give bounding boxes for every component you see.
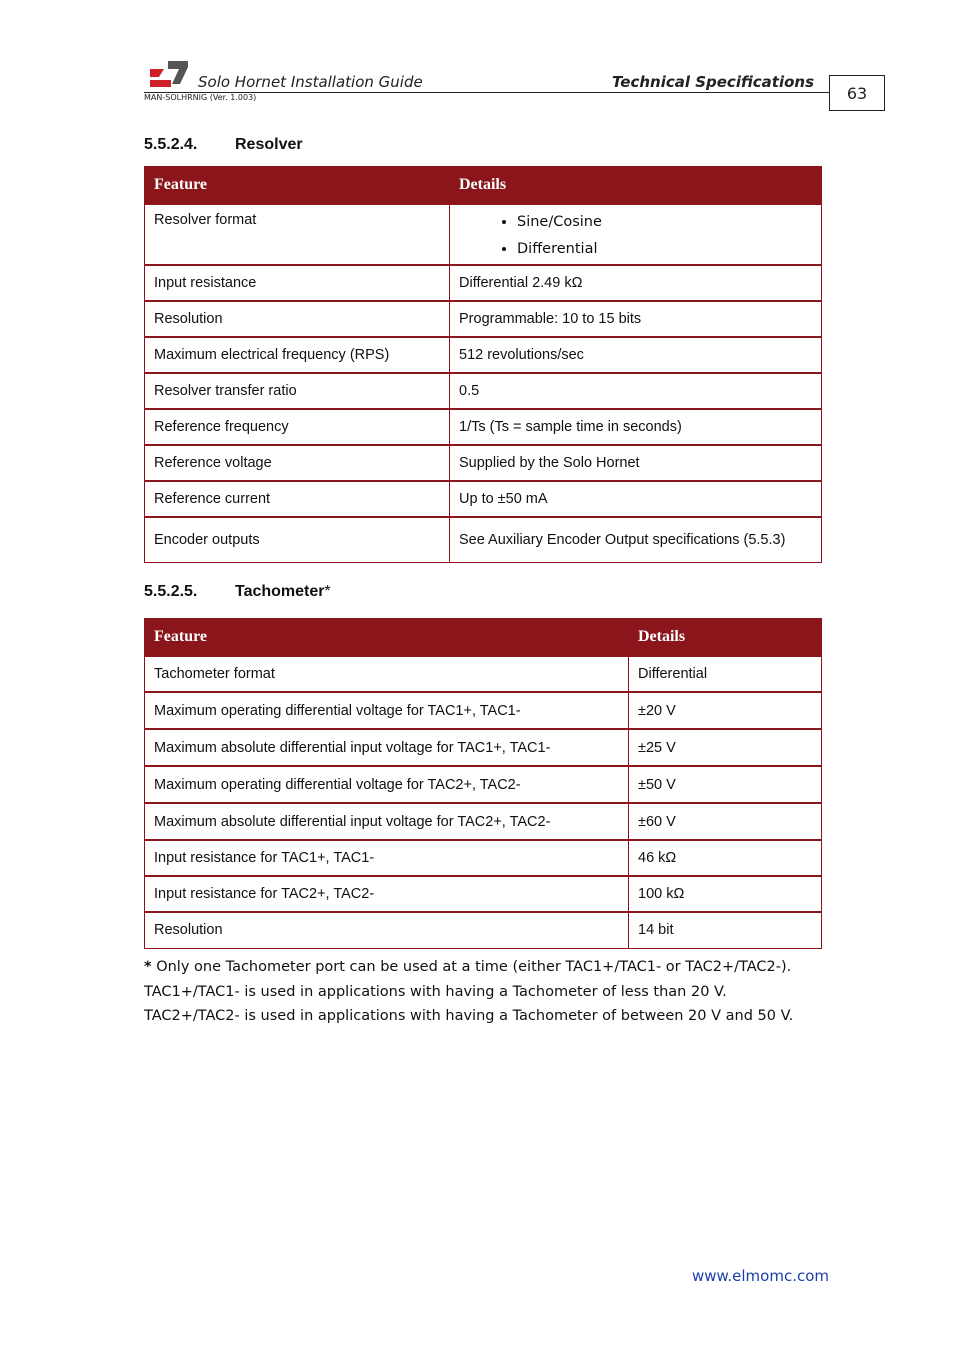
- document-title: Solo Hornet Installation Guide: [198, 73, 423, 91]
- details-cell: ±20 V: [629, 692, 822, 729]
- table-row: [145, 876, 822, 912]
- details-cell: Programmable: 10 to 15 bits: [450, 301, 822, 337]
- details-cell: Differential: [629, 656, 822, 692]
- feature-cell: Resolver format: [145, 204, 450, 265]
- feature-cell: Input resistance for TAC1+, TAC1-: [145, 840, 629, 876]
- table-row: [145, 445, 822, 481]
- table-row: [145, 840, 822, 876]
- footnote-marker: *: [324, 583, 331, 600]
- column-header-details: Details: [629, 619, 822, 657]
- feature-cell: Reference current: [145, 481, 450, 517]
- elmo-logo-icon: [147, 58, 191, 88]
- tachometer-heading-title: Tachometer: [235, 583, 325, 600]
- table-row: [145, 766, 822, 803]
- feature-cell: Maximum absolute differential input voltage for TAC1+, TAC1-: [145, 729, 629, 766]
- feature-cell: Resolution: [145, 912, 629, 948]
- table-row: [145, 337, 822, 373]
- feature-cell: Input resistance for TAC2+, TAC2-: [145, 876, 629, 912]
- feature-cell: Reference frequency: [145, 409, 450, 445]
- details-cell: 512 revolutions/sec: [450, 337, 822, 373]
- table-row: [145, 204, 822, 265]
- table-row: [145, 729, 822, 766]
- tachometer-heading: [144, 583, 331, 601]
- list-item: • Differential: [517, 236, 812, 263]
- details-cell: Differential 2.49 kΩ: [450, 265, 822, 301]
- details-cell: [450, 204, 822, 265]
- document-id: MAN-SOLHRNIG (Ver. 1.003): [144, 93, 257, 102]
- tachometer-heading-number: 5.5.2.5.: [144, 583, 198, 600]
- table-row: [145, 481, 822, 517]
- footnote-line: * Only one Tachometer port can be used at a time (either TAC1+/TAC1- or TAC2+/TAC2-).: [144, 959, 792, 975]
- details-cell: Up to ±50 mA: [450, 481, 822, 517]
- table-row: [145, 265, 822, 301]
- details-cell: 14 bit: [629, 912, 822, 948]
- format-list: [459, 209, 812, 263]
- table-row: [145, 409, 822, 445]
- footnote-line: TAC1+/TAC1- is used in applications with having a Tachometer of less than 20 V.: [144, 983, 727, 1000]
- column-header-feature: Feature: [145, 167, 450, 205]
- details-cell: 0.5: [450, 373, 822, 409]
- resolver-heading-title: Resolver: [235, 136, 303, 153]
- resolver-heading: [144, 136, 303, 154]
- details-cell: 100 kΩ: [629, 876, 822, 912]
- details-cell: 46 kΩ: [629, 840, 822, 876]
- feature-cell: Maximum operating differential voltage for TAC2+, TAC2-: [145, 766, 629, 803]
- feature-cell: Reference voltage: [145, 445, 450, 481]
- tachometer-table: [144, 618, 822, 949]
- details-cell: ±25 V: [629, 729, 822, 766]
- feature-cell: Resolution: [145, 301, 450, 337]
- table-row: [145, 692, 822, 729]
- column-header-feature: Feature: [145, 619, 629, 657]
- column-header-details: Details: [450, 167, 822, 205]
- footnote: [144, 955, 834, 1029]
- table-row: [145, 301, 822, 337]
- resolver-table: [144, 166, 822, 563]
- feature-cell: Resolver transfer ratio: [145, 373, 450, 409]
- list-item: • Sine/Cosine: [517, 209, 812, 236]
- details-cell: ±60 V: [629, 803, 822, 840]
- details-cell: Supplied by the Solo Hornet: [450, 445, 822, 481]
- website-link[interactable]: www.elmomc.com: [691, 1267, 829, 1285]
- table-header-row: [145, 167, 822, 205]
- feature-cell: Encoder outputs: [145, 517, 450, 562]
- details-cell: See Auxiliary Encoder Output specifications (5.5.3): [450, 517, 822, 562]
- table-row: [145, 803, 822, 840]
- table-row: [145, 373, 822, 409]
- table-header-row: [145, 619, 822, 657]
- page-number: 63: [829, 75, 885, 111]
- footnote-line: TAC2+/TAC2- is used in applications with having a Tachometer of between 20 V and 50 V.: [144, 1008, 794, 1024]
- table-row: [145, 656, 822, 692]
- table-row: [145, 517, 822, 562]
- table-row: [145, 912, 822, 948]
- section-title: Technical Specifications: [611, 73, 814, 91]
- feature-cell: Maximum electrical frequency (RPS): [145, 337, 450, 373]
- feature-cell: Maximum absolute differential input voltage for TAC2+, TAC2-: [145, 803, 629, 840]
- feature-cell: Input resistance: [145, 265, 450, 301]
- details-cell: ±50 V: [629, 766, 822, 803]
- feature-cell: Tachometer format: [145, 656, 629, 692]
- feature-cell: Maximum operating differential voltage for TAC1+, TAC1-: [145, 692, 629, 729]
- details-cell: 1/Ts (Ts = sample time in seconds): [450, 409, 822, 445]
- footnote-marker: *: [144, 959, 152, 975]
- resolver-heading-number: 5.5.2.4.: [144, 136, 198, 153]
